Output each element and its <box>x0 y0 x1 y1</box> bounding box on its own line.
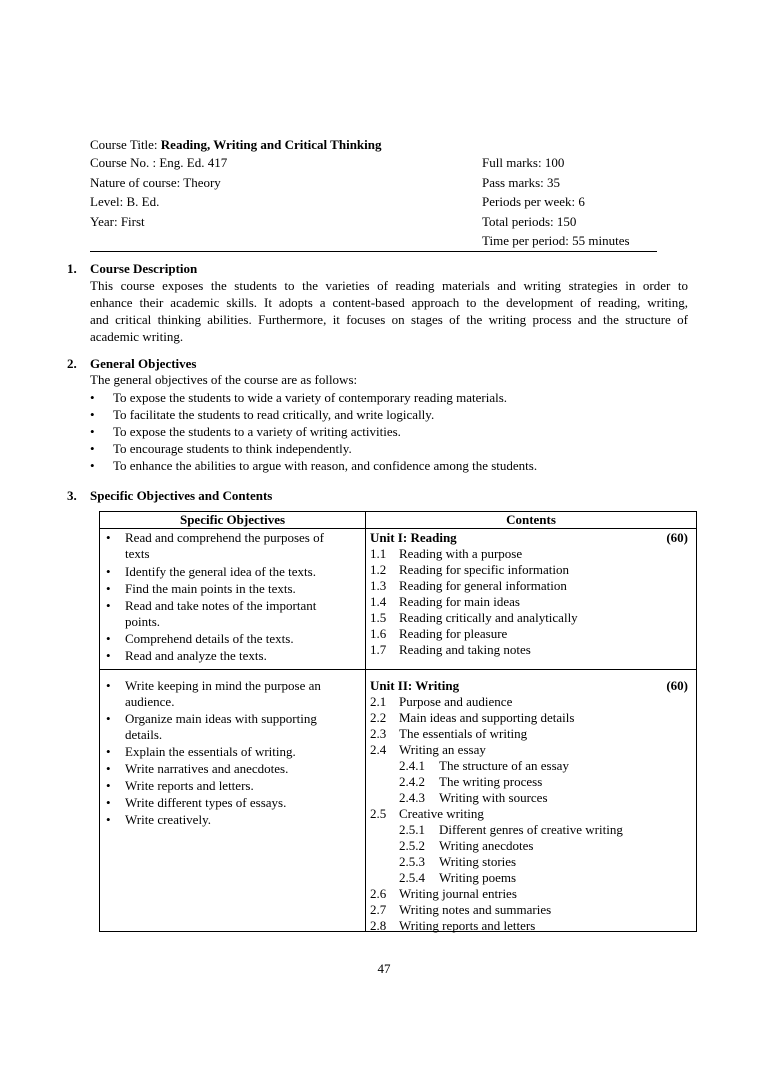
content-num: 2.4 <box>370 742 387 757</box>
content-text: Creative writing <box>399 806 484 821</box>
unit1-contents-cell <box>366 529 697 670</box>
description-line: This course exposes the students to the varieties of reading materials and writing strategies in order to <box>90 278 688 293</box>
content-num: 2.3 <box>370 726 387 741</box>
content-text: Writing notes and summaries <box>399 902 552 917</box>
content-num: 1.2 <box>370 562 387 577</box>
content-text: Reading with a purpose <box>399 546 523 561</box>
list-item <box>90 457 537 474</box>
bullet-icon: • <box>106 812 111 827</box>
objective-line: Organize main ideas with supporting <box>125 711 317 726</box>
section-3-number: 3. <box>67 488 77 503</box>
objective-line: texts <box>125 546 150 561</box>
course-title-label: Course Title: <box>90 137 158 152</box>
description-line: and critical thinking abilities. Furthermore, it focuses on stages of the writing process and the structure of <box>90 312 688 327</box>
content-num: 2.8 <box>370 918 387 933</box>
list-item <box>90 423 537 440</box>
bullet-icon: • <box>106 711 111 726</box>
content-text: Writing with sources <box>439 790 548 805</box>
content-text: The structure of an essay <box>439 758 569 773</box>
objective-line: audience. <box>125 694 175 709</box>
bullet-icon: • <box>106 648 111 663</box>
section-1-title: Course Description <box>90 261 198 276</box>
total-periods: Total periods: 150 <box>482 214 577 229</box>
objective-line: Explain the essentials of writing. <box>125 744 296 759</box>
content-num: 1.6 <box>370 626 387 641</box>
objective-text: To expose the students to wide a variety of contemporary reading materials. <box>113 390 508 405</box>
bullet-icon: • <box>106 678 111 693</box>
page-number: 47 <box>377 961 391 976</box>
bullet-icon: • <box>106 761 111 776</box>
content-num: 2.5 <box>370 806 387 821</box>
col-header-contents: Contents <box>506 512 556 527</box>
table-header-row <box>100 512 697 529</box>
unit2-title: Unit II: Writing <box>370 678 460 693</box>
objective-line: Read and take notes of the important <box>125 598 317 613</box>
content-text: Main ideas and supporting details <box>399 710 575 725</box>
content-num: 1.1 <box>370 546 387 561</box>
content-text: Different genres of creative writing <box>439 822 623 837</box>
course-title <box>90 137 382 153</box>
content-num: 1.4 <box>370 594 387 609</box>
objective-line: Read and comprehend the purposes of <box>125 530 324 545</box>
objective-line: Read and analyze the texts. <box>125 648 267 663</box>
content-num: 2.7 <box>370 902 387 917</box>
bullet-icon: • <box>106 778 111 793</box>
section-2-number: 2. <box>67 356 77 371</box>
content-num: 1.3 <box>370 578 387 593</box>
description-line: enhance their academic skills. It adopts a content-based approach to the development of reading, writing, <box>90 295 688 310</box>
objective-text: To enhance the abilities to argue with reason, and confidence among the students. <box>113 458 538 473</box>
content-text: Writing poems <box>439 870 517 885</box>
section-1-number: 1. <box>67 261 77 276</box>
bullet-icon: • <box>90 458 95 473</box>
list-item <box>90 406 537 423</box>
unit2-hours: (60) <box>666 678 688 693</box>
objective-line: Write different types of essays. <box>125 795 287 810</box>
content-text: Reading critically and analytically <box>399 610 578 625</box>
content-text: Reading for main ideas <box>399 594 520 609</box>
content-text: Reading for specific information <box>399 562 570 577</box>
content-text: Writing anecdotes <box>439 838 534 853</box>
bullet-icon: • <box>90 441 95 456</box>
content-num: 2.5.2 <box>399 838 425 853</box>
objective-text: To facilitate the students to read critically, and write logically. <box>113 407 435 422</box>
objective-line: Identify the general idea of the texts. <box>125 564 316 579</box>
content-text: Writing reports and letters <box>399 918 536 933</box>
periods-per-week: Periods per week: 6 <box>482 194 585 209</box>
content-text: The essentials of writing <box>399 726 528 741</box>
content-text: Reading for pleasure <box>399 626 508 641</box>
unit1-title: Unit I: Reading <box>370 530 457 545</box>
bullet-icon: • <box>106 530 111 545</box>
bullet-icon: • <box>90 390 95 405</box>
content-num: 2.4.3 <box>399 790 425 805</box>
objective-line: Write keeping in mind the purpose an <box>125 678 321 693</box>
unit1-objectives-cell <box>100 529 366 670</box>
table-row <box>100 670 697 932</box>
content-num: 2.5.4 <box>399 870 425 885</box>
course-title-value: Reading, Writing and Critical Thinking <box>160 137 382 152</box>
table-row <box>100 529 697 670</box>
objective-line: Comprehend details of the texts. <box>125 631 294 646</box>
course-number: Course No. : Eng. Ed. 417 <box>90 155 228 170</box>
general-objectives-list <box>90 389 537 474</box>
bullet-icon: • <box>106 795 111 810</box>
table-header-cell <box>366 512 697 529</box>
content-num: 2.5.1 <box>399 822 425 837</box>
content-text: Reading for general information <box>399 578 567 593</box>
bullet-icon: • <box>106 564 111 579</box>
objective-line: Write creatively. <box>125 812 211 827</box>
time-per-period: Time per period: 55 minutes <box>482 233 630 248</box>
bullet-icon: • <box>90 424 95 439</box>
content-num: 2.6 <box>370 886 387 901</box>
content-num: 2.5.3 <box>399 854 425 869</box>
objective-text: To encourage students to think independently. <box>113 441 352 456</box>
full-marks: Full marks: 100 <box>482 155 565 170</box>
objective-line: details. <box>125 727 163 742</box>
content-num: 1.5 <box>370 610 387 625</box>
unit2-objectives-cell <box>100 670 366 932</box>
description-line: academic writing. <box>90 329 184 344</box>
bullet-icon: • <box>90 407 95 422</box>
list-item <box>90 389 537 406</box>
bullet-icon: • <box>106 744 111 759</box>
content-text: Reading and taking notes <box>399 642 531 657</box>
content-num: 2.4.2 <box>399 774 425 789</box>
content-text: Purpose and audience <box>399 694 513 709</box>
objectives-contents-table <box>99 511 697 932</box>
section-3-title: Specific Objectives and Contents <box>90 488 273 503</box>
content-num: 2.2 <box>370 710 387 725</box>
content-num: 2.1 <box>370 694 387 709</box>
bullet-icon: • <box>106 598 111 613</box>
list-item <box>90 440 537 457</box>
pass-marks: Pass marks: 35 <box>482 175 560 190</box>
unit1-hours: (60) <box>666 530 688 545</box>
course-year: Year: First <box>90 214 145 229</box>
content-num: 2.4.1 <box>399 758 425 773</box>
bullet-icon: • <box>106 631 111 646</box>
header-divider <box>90 251 657 252</box>
objective-line: Write reports and letters. <box>125 778 254 793</box>
course-nature: Nature of course: Theory <box>90 175 221 190</box>
objective-line: Find the main points in the texts. <box>125 581 296 596</box>
content-text: The writing process <box>439 774 543 789</box>
content-text: Writing stories <box>439 854 517 869</box>
objective-line: points. <box>125 614 161 629</box>
section-2-title: General Objectives <box>90 356 197 371</box>
objective-line: Write narratives and anecdotes. <box>125 761 289 776</box>
unit2-contents-cell <box>366 670 697 932</box>
content-num: 1.7 <box>370 642 387 657</box>
content-text: Writing journal entries <box>399 886 517 901</box>
content-text: Writing an essay <box>399 742 486 757</box>
objectives-intro: The general objectives of the course are as follows: <box>90 372 358 387</box>
table-header-cell <box>100 512 366 529</box>
course-description <box>90 277 688 345</box>
course-level: Level: B. Ed. <box>90 194 160 209</box>
bullet-icon: • <box>106 581 111 596</box>
objective-text: To expose the students to a variety of writing activities. <box>113 424 401 439</box>
col-header-objectives: Specific Objectives <box>179 512 286 527</box>
